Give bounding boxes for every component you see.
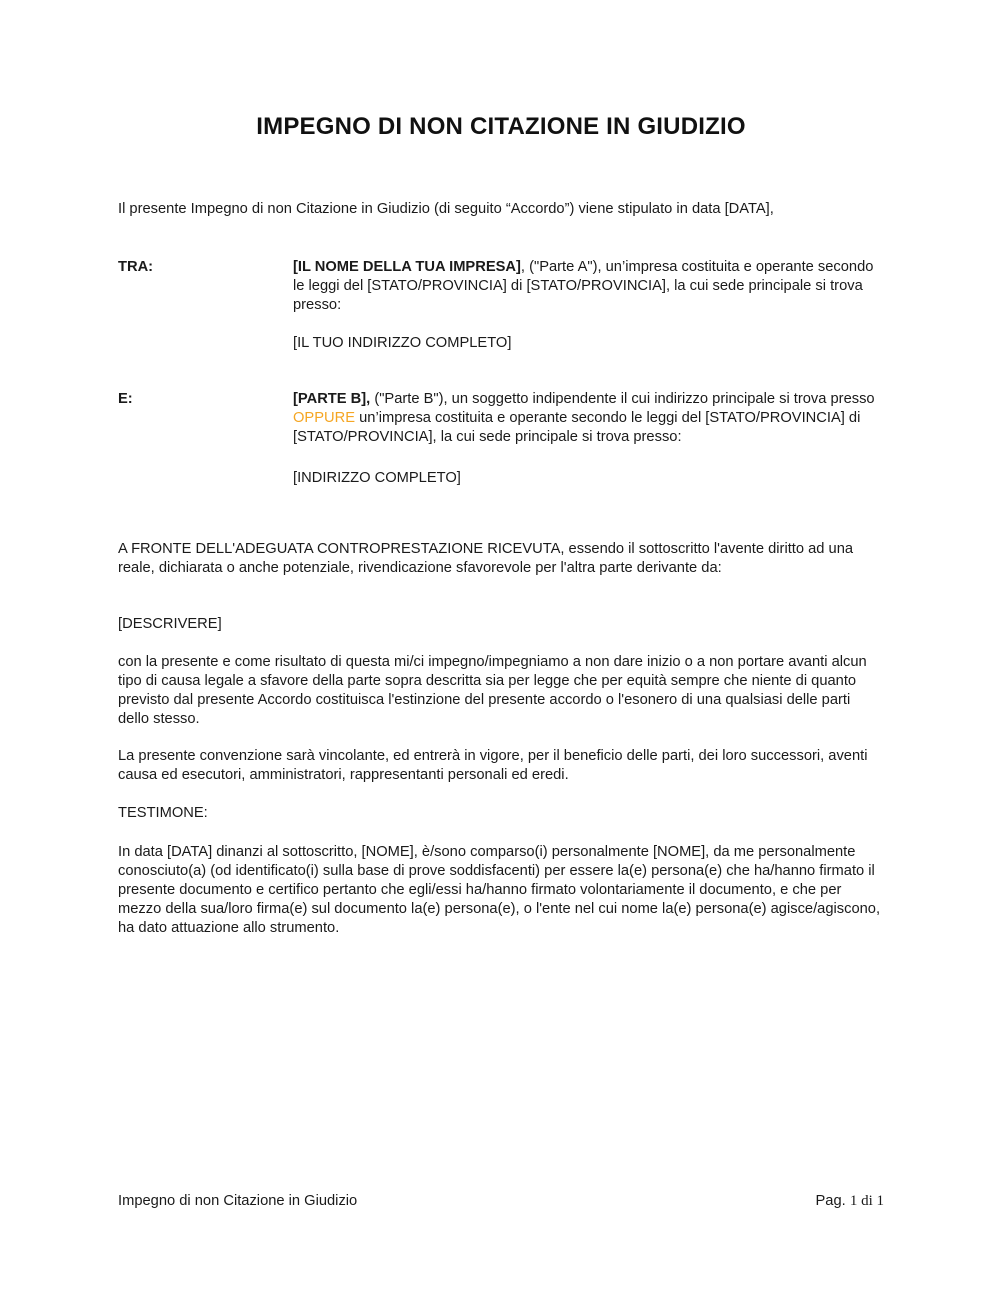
party-a-label: TRA:	[118, 259, 154, 275]
document-title: IMPEGNO DI NON CITAZIONE IN GIUDIZIO	[256, 113, 746, 140]
party-b-address-placeholder: [INDIRIZZO COMPLETO]	[293, 470, 461, 486]
footer-page-number	[816, 1192, 884, 1211]
describe-placeholder: [DESCRIVERE]	[118, 616, 222, 632]
footer-page-value: 1 di 1	[849, 1193, 884, 1209]
party-b-block	[118, 390, 884, 488]
party-b-description-text-1: ("Parte B"), un soggetto indipendente il cui indirizzo principale si trova presso	[370, 391, 875, 407]
consideration-clause: A FRONTE DELL'ADEGUATA CONTROPRESTAZIONE RICEVUTA, essendo il sottoscritto l'avente diritto ad una reale, dichiarata o anche potenziale, rivendicazione sfavorevole per l'altra parte derivante da:	[118, 541, 854, 576]
covenant-clause: con la presente e come risultato di questa mi/ci impegno/impegniamo a non dare inizio o a non portare avanti alcun tipo di causa legale a sfavore della parte sopra descritta sia per legge che per equità sempre che niente di quanto previsto dal presente Accordo costituisca l'estinzione del presente accordo o l'esonero di una qualsiasi delle parti dello stesso.	[118, 654, 867, 727]
witness-clause: In data [DATA] dinanzi al sottoscritto, [NOME], è/sono comparso(i) personalmente [NOME], da me personalmente conosciuto(a) (od identificato(i) sulla base di prove soddisfacenti) per essere la(e) persona(e) che ha/hanno firmato il presente documento e certifico pertanto che egli/essi ha/hanno firmato volontariamente il documento, e che per mezzo della sua/loro firma(e) sul documento la(e) persona(e), o l'ente nel cui nome la(e) persona(e) agisce/agiscono, ha dato attuazione allo strumento.	[118, 844, 881, 936]
party-b-content	[293, 390, 884, 488]
party-a-address-placeholder: [IL TUO INDIRIZZO COMPLETO]	[293, 335, 512, 351]
binding-clause: La presente convenzione sarà vincolante, ed entrerà in vigore, per il beneficio delle parti, dei loro successori, aventi causa ed esecutori, amministratori, rappresentanti personali ed eredi.	[118, 748, 868, 783]
party-a-description	[293, 258, 884, 315]
witness-label: TESTIMONE:	[118, 805, 208, 821]
party-a-description-text: , ("Parte A"), un’impresa costituita e operante secondo le leggi del [STATO/PROVINCIA] di [STATO/PROVINCIA], la cui sede principale si trova presso:	[293, 259, 874, 313]
party-a-block	[118, 258, 884, 353]
party-b-description-text-2: un’impresa costituita e operante secondo le leggi del [STATO/PROVINCIA] di [STATO/PROVINCIA], la cui sede principale si trova presso:	[293, 410, 861, 445]
party-b-description	[293, 390, 884, 447]
footer-page-label: Pag.	[815, 1193, 846, 1209]
oppure-highlighted-word: OPPURE	[293, 410, 356, 426]
party-a-name-placeholder: [IL NOME DELLA TUA IMPRESA]	[293, 259, 521, 275]
party-b-label: E:	[118, 391, 133, 407]
page-footer	[118, 1192, 884, 1211]
footer-document-name: Impegno di non Citazione in Giudizio	[118, 1193, 358, 1209]
party-b-name-placeholder: [PARTE B],	[293, 391, 371, 407]
intro-paragraph: Il presente Impegno di non Citazione in Giudizio (di seguito “Accordo”) viene stipulato in data [DATA],	[118, 201, 774, 217]
party-a-content	[293, 258, 884, 353]
